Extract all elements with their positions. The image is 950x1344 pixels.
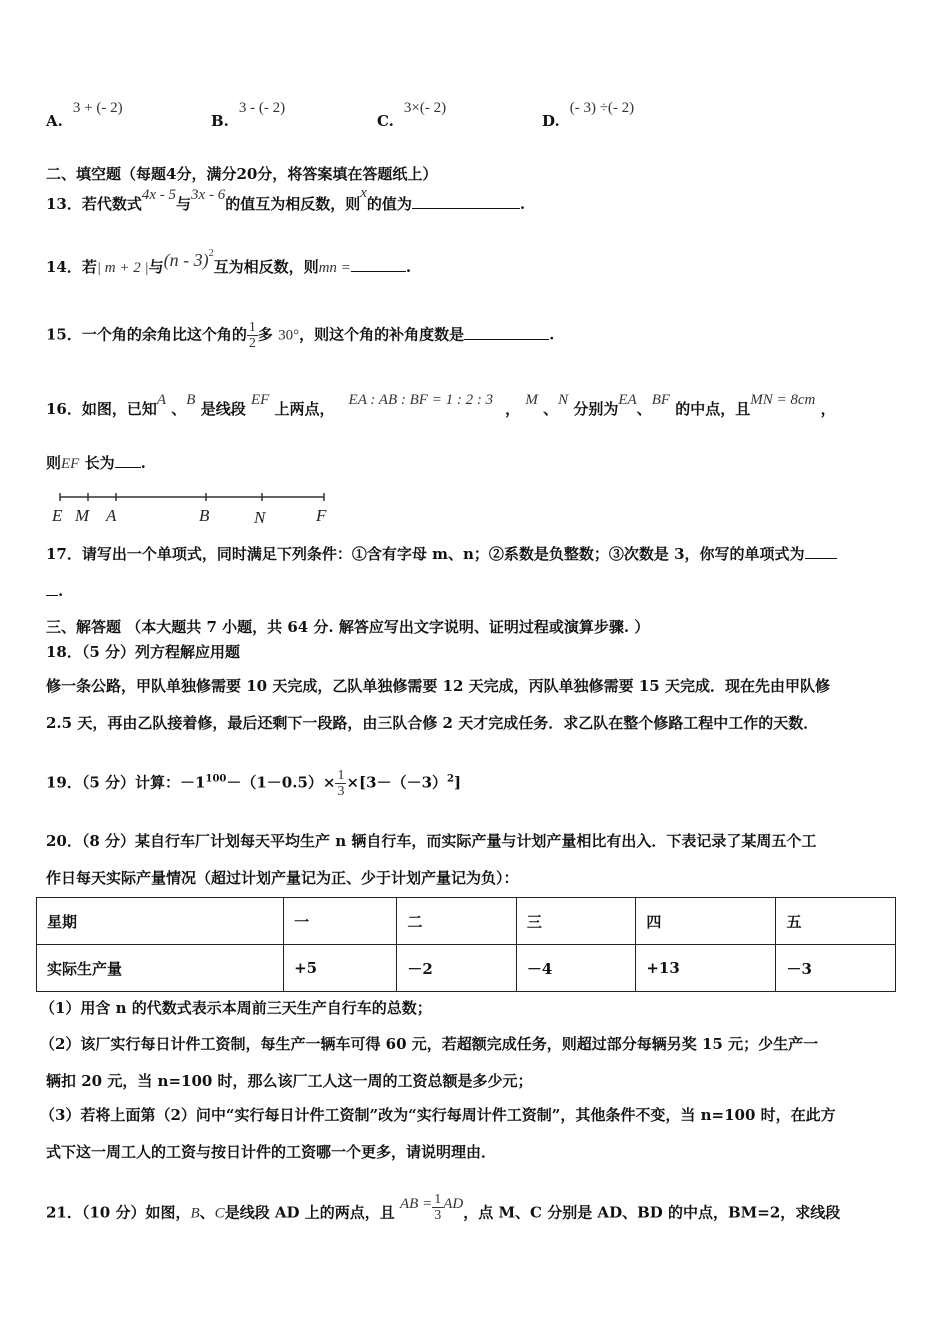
table-cell: 五 xyxy=(776,898,896,945)
option-c-expr: 3×(- 2) xyxy=(403,100,447,116)
option-a-expr: 3 + (- 2) xyxy=(72,100,123,116)
table-cell: 一 xyxy=(284,898,397,945)
table-cell: 实际生产量 xyxy=(37,945,284,992)
option-a: A.3 + (- 2) xyxy=(46,100,123,130)
question-16-line2: 则EF 长为 . xyxy=(46,454,146,472)
question-20-s3a: （3）若将上面第（2）问中“实行每日计件工资制”改为“实行每周计件工资制”，其他条件不变，当 n=100 时，在此方 xyxy=(40,1106,836,1124)
label-b: B xyxy=(199,506,210,525)
table-cell: －4 xyxy=(516,945,636,992)
option-b: B.3 - (- 2) xyxy=(211,100,286,130)
table-header-row xyxy=(37,898,896,945)
table-cell: －3 xyxy=(776,945,896,992)
answer-blank xyxy=(115,467,141,468)
answer-blank xyxy=(46,595,58,596)
question-20-s1: （1）用含 n 的代数式表示本周前三天生产自行车的总数； xyxy=(40,999,432,1017)
fraction: $\frac{1}{3}$ xyxy=(434,1192,442,1223)
question-18-p2: 2.5 天，再由乙队接着修，最后还剩下一段路，由三队合修 2 天才完成任务．求乙队在整个修路工程中工作的天数． xyxy=(46,714,819,732)
label-e: E xyxy=(52,506,63,525)
question-18-title: 18．（5 分）列方程解应用题 xyxy=(46,643,241,661)
table-cell: +13 xyxy=(636,945,776,992)
table-cell: 二 xyxy=(397,898,517,945)
answer-blank xyxy=(464,339,549,340)
table-cell: 三 xyxy=(516,898,636,945)
fraction: $\frac{1}{3}$ xyxy=(337,768,345,799)
question-15: 15．一个角的余角比这个角的 $\frac{1}{2}$ 多 30°，则这个角的补角度数是 . xyxy=(46,320,555,351)
question-21: 21．（10 分）如图，B、C是线段 AD 上的两点，且 AB = $\frac{1}{3}$ AD，点 M、C 分别是 AD、BD 的中点，BM=2，求线段 xyxy=(46,1192,841,1223)
question-20-s2b: 辆扣 20 元，当 n=100 时，那么该厂工人这一周的工资总额是多少元； xyxy=(46,1072,533,1090)
question-20-s3b: 式下这一周工人的工资与按日计件的工资哪一个更多，请说明理由． xyxy=(46,1143,497,1161)
section2-heading: 二、填空题（每题4分，满分20分，将答案填在答题纸上） xyxy=(46,165,438,183)
table-cell: 四 xyxy=(636,898,776,945)
answer-blank xyxy=(351,271,406,272)
question-19: 19．（5 分）计算：$-1^{100}-(1-0.5)\times$ $\frac{1}{3}$ $\times[3-(-3)^2]$ xyxy=(46,768,462,799)
label-m: M xyxy=(75,506,90,525)
question-13: 13．若代数式4x - 5与3x - 6的值互为相反数，则x的值为 . xyxy=(46,185,526,213)
table-cell: －2 xyxy=(397,945,517,992)
question-17-cont: . xyxy=(46,582,63,600)
answer-blank xyxy=(805,558,837,559)
table-cell: +5 xyxy=(284,945,397,992)
table-row xyxy=(37,945,896,992)
question-17: 17．请写出一个单项式，同时满足下列条件：①含有字母 m、n；②系数是负整数；③次数是 3，你写的单项式为 xyxy=(46,543,837,564)
table-cell: 星期 xyxy=(37,898,284,945)
question-16: 16．如图，已知A 、B 是线段 EF 上两点， EA : AB : BF = 1 : 2 : 3 ， M 、N 分别为EA、BF 的中点，且MN = 8cm ， xyxy=(46,392,836,418)
option-b-expr: 3 - (- 2) xyxy=(238,100,286,116)
fraction: $\frac{1}{2}$ xyxy=(248,320,256,351)
question-18-p1: 修一条公路，甲队单独修需要 10 天完成，乙队单独修需要 12 天完成，丙队单独修需要 15 天完成．现在先由甲队修 xyxy=(46,677,830,695)
question-14: 14．若| m + 2 |与(n - 3)$^2$互为相反数，则mn = . xyxy=(46,248,412,276)
label-f: F xyxy=(316,506,327,525)
question-20-p2: 作日每天实际产量情况（超过计划产量记为正、少于计划产量记为负）： xyxy=(46,869,519,887)
option-d-expr: (- 3) ÷(- 2) xyxy=(569,100,635,116)
question-20-s2a: （2）该厂实行每日计件工资制，每生产一辆车可得 60 元，若超额完成任务，则超过部分每辆另奖 15 元；少生产一 xyxy=(40,1035,819,1053)
option-c: C.3×(- 2) xyxy=(377,100,447,130)
section3-heading: 三、解答题 （本大题共 7 小题，共 64 分. 解答应写出文字说明、证明过程或演算步骤. ） xyxy=(46,618,650,636)
label-a: A xyxy=(106,506,117,525)
production-table xyxy=(36,897,896,992)
question-20-p1: 20．（8 分）某自行车厂计划每天平均生产 n 辆自行车，而实际产量与计划产量相比有出入．下表记录了某周五个工 xyxy=(46,832,817,850)
option-d: D.(- 3) ÷(- 2) xyxy=(542,100,635,130)
segment-figure xyxy=(48,488,338,528)
label-n: N xyxy=(254,508,266,527)
answer-blank xyxy=(412,208,520,209)
